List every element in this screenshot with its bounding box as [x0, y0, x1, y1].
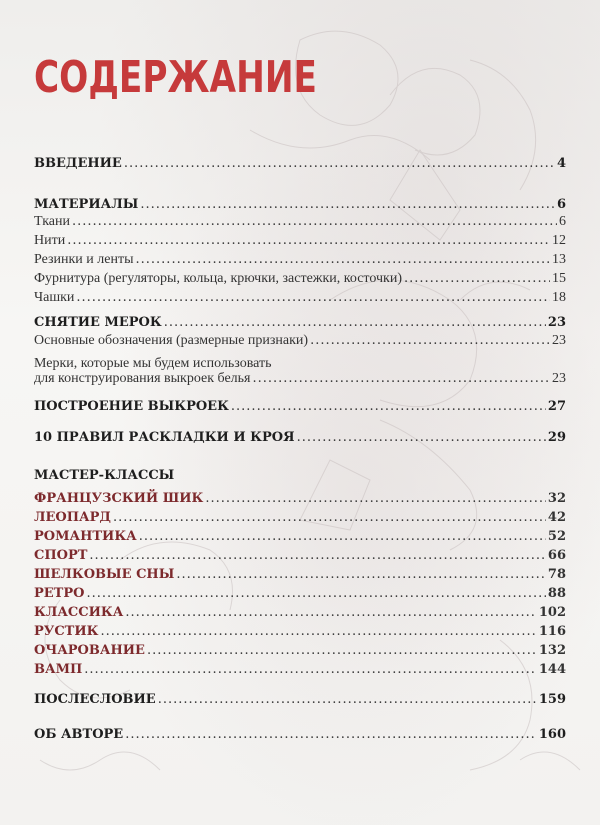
- toc-entry-page: 132: [538, 643, 566, 658]
- toc-entry-label: ПОСТРОЕНИЕ ВЫКРОЕК: [34, 399, 229, 414]
- toc-entry-page: 66: [547, 548, 566, 563]
- toc-entry-label: 10 ПРАВИЛ РАСКЛАДКИ И КРОЯ: [34, 430, 295, 445]
- toc-entry-leopard[interactable]: [34, 510, 566, 525]
- toc-entry-page: 6: [559, 214, 566, 229]
- toc-entry-hardware[interactable]: [34, 271, 566, 287]
- toc-entry-page: 27: [547, 399, 566, 414]
- toc-entry-elastics[interactable]: [34, 252, 566, 268]
- toc-entry-page: 23: [552, 333, 566, 348]
- toc-entry-materials[interactable]: [34, 197, 566, 212]
- toc-entry-rules[interactable]: [34, 430, 566, 445]
- toc-entry-page: 32: [547, 491, 566, 506]
- toc-dot-leader: [125, 605, 537, 620]
- toc-entry-measurements[interactable]: [34, 315, 566, 330]
- toc-entry-retro[interactable]: [34, 586, 566, 601]
- toc-entry-silk-dreams[interactable]: [34, 567, 566, 582]
- toc-entry-label: ЛЕОПАРД: [34, 510, 111, 525]
- toc-entry-page: 6: [556, 197, 566, 212]
- toc-entry-cups[interactable]: [34, 290, 566, 306]
- toc-entry-label: ВАМП: [34, 662, 83, 677]
- toc-entry-label: РУСТИК: [34, 624, 99, 639]
- toc-dot-leader: [72, 214, 557, 229]
- toc-dot-leader: [125, 727, 537, 742]
- toc-entry-measures-line1[interactable]: [34, 352, 272, 372]
- toc-entry-threads[interactable]: [34, 233, 566, 249]
- toc-entry-label: ШЕЛКОВЫЕ СНЫ: [34, 567, 175, 582]
- toc-entry-label: МАСТЕР-КЛАССЫ: [34, 468, 175, 483]
- toc-dot-leader: [124, 156, 555, 171]
- toc-entry-page: 102: [538, 605, 566, 620]
- toc-dot-leader: [89, 548, 546, 563]
- toc-dot-leader: [136, 252, 550, 267]
- toc-entry-label: КЛАССИКА: [34, 605, 124, 620]
- toc-dot-leader: [252, 371, 550, 386]
- toc-dot-leader: [113, 510, 546, 525]
- toc-dot-leader: [310, 333, 550, 348]
- toc-entry-charm[interactable]: [34, 643, 566, 658]
- toc-entry-about-author[interactable]: [34, 727, 566, 742]
- toc-entry-label: Резинки и ленты: [34, 252, 134, 267]
- toc-entry-label: Нити: [34, 233, 66, 248]
- toc-dot-leader: [164, 315, 546, 330]
- toc-entry-page: 159: [538, 692, 566, 707]
- toc-entry-page: 23: [552, 371, 566, 386]
- toc-dot-leader: [139, 529, 546, 544]
- toc-entry-page: 116: [538, 624, 566, 639]
- toc-dot-leader: [205, 491, 546, 506]
- toc-dot-leader: [76, 290, 550, 305]
- toc-entry-romance[interactable]: [34, 529, 566, 544]
- toc-entry-page: 13: [552, 252, 566, 267]
- toc-entry-fabrics[interactable]: [34, 214, 566, 230]
- toc-dot-leader: [86, 586, 545, 601]
- toc-entry-label: Фурнитура (регуляторы, кольца, крючки, застежки, косточки): [34, 271, 402, 286]
- toc-entry-vamp[interactable]: [34, 662, 566, 677]
- toc-entry-page: 144: [538, 662, 566, 677]
- toc-dot-leader: [297, 430, 546, 445]
- toc-entry-label: Ткани: [34, 214, 70, 229]
- toc-entry-label: Основные обозначения (размерные признаки): [34, 333, 309, 348]
- toc-dot-leader: [100, 624, 536, 639]
- toc-entry-page: 42: [547, 510, 566, 525]
- toc-dot-leader: [176, 567, 546, 582]
- toc-entry-page: 15: [552, 271, 566, 286]
- toc-entry-label: МАТЕРИАЛЫ: [34, 197, 139, 212]
- toc-dot-leader: [147, 643, 537, 658]
- toc-entry-label: РЕТРО: [34, 586, 85, 601]
- toc-entry-page: 18: [552, 290, 566, 305]
- toc-entry-notations[interactable]: [34, 333, 566, 349]
- toc-dot-leader: [140, 197, 555, 212]
- toc-entry-page: 88: [547, 586, 566, 601]
- toc-entry-label: Мерки, которые мы будем использовать: [34, 356, 272, 371]
- toc-dot-leader: [84, 662, 537, 677]
- toc-dot-leader: [158, 692, 537, 707]
- toc-entry-page: 29: [547, 430, 566, 445]
- toc-dot-leader: [67, 233, 550, 248]
- toc-entry-classic[interactable]: [34, 605, 566, 620]
- toc-entry-afterword[interactable]: [34, 692, 566, 707]
- toc-entry-page: 52: [547, 529, 566, 544]
- toc-entry-label: ПОСЛЕСЛОВИЕ: [34, 692, 156, 707]
- toc-entry-label: Чашки: [34, 290, 75, 305]
- toc-entry-sport[interactable]: [34, 548, 566, 563]
- toc-heading-master-classes: [34, 464, 174, 483]
- toc-entry-page: 160: [538, 727, 566, 742]
- toc-dot-leader: [231, 399, 546, 414]
- toc-entry-patterns[interactable]: [34, 399, 566, 414]
- toc-entry-label: ОБ АВТОРЕ: [34, 727, 124, 742]
- toc-entry-label: СПОРТ: [34, 548, 88, 563]
- toc-entry-introduction[interactable]: [34, 156, 566, 171]
- toc-entry-page: 23: [547, 315, 566, 330]
- toc-entry-page: 12: [552, 233, 566, 248]
- toc-entry-label: ОЧАРОВАНИЕ: [34, 643, 145, 658]
- toc-entry-page: 78: [547, 567, 566, 582]
- toc-entry-label: РОМАНТИКА: [34, 529, 137, 544]
- toc-entry-label: для конструирования выкроек белья: [34, 371, 251, 386]
- toc-entry-measures-line2[interactable]: [34, 371, 566, 387]
- toc-entry-rustic[interactable]: [34, 624, 566, 639]
- toc-entry-label: ВВЕДЕНИЕ: [34, 156, 122, 171]
- toc-entry-label: ФРАНЦУЗСКИЙ ШИК: [34, 491, 204, 506]
- toc-entry-french-chic[interactable]: [34, 491, 566, 506]
- toc-dot-leader: [404, 271, 550, 286]
- page-title: СОДЕРЖАНИЕ: [34, 52, 317, 103]
- toc-entry-label: СНЯТИЕ МЕРОК: [34, 315, 162, 330]
- toc-entry-page: 4: [556, 156, 566, 171]
